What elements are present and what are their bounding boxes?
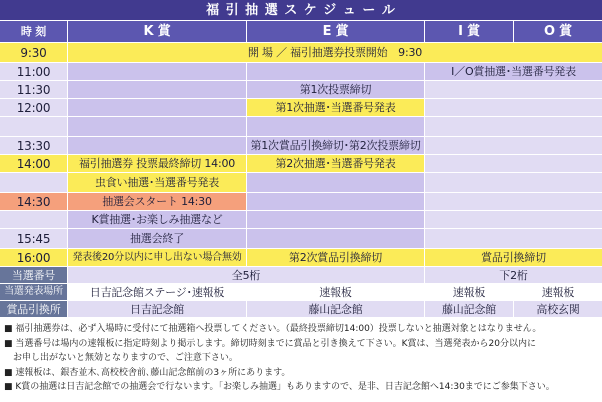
- note-line: ■ 速報板は、銀杏並木､高校校舎前､藤山記念館前の3ヶ所にあります。: [4, 367, 291, 378]
- io-cell: [425, 173, 602, 192]
- announce-o: 速報板: [514, 284, 602, 300]
- page-title: 福 引 抽 選 ス ケ ジ ュ ー ル: [0, 0, 602, 20]
- e-cell: [247, 229, 424, 248]
- time-1545: 15:45: [0, 229, 67, 248]
- e-cell: [247, 173, 424, 192]
- io-cell: [425, 117, 602, 136]
- exchange-o: 高校玄関: [514, 301, 602, 317]
- time-0930: 9:30: [0, 43, 67, 62]
- insect-draw-event: 虫食い抽選･当選番号発表: [68, 173, 246, 192]
- first-vote-deadline: 第1次投票締切: [247, 81, 424, 98]
- note-line: ■ K賞の抽選は日吉記念館での抽選会で行ないます。「お楽しみ抽選」もありますので、是非、日吉記念館へ14:30までにご参集下さい。: [4, 382, 555, 392]
- time-1100: 11:00: [0, 63, 67, 80]
- e-cell: [247, 211, 424, 228]
- event-end: 抽選会終了: [68, 229, 246, 248]
- time-blank: [0, 173, 67, 192]
- time-1600: 16:00: [0, 249, 67, 266]
- k-final-vote-deadline: 福引抽選券 投票最終締切 14:00: [68, 155, 246, 172]
- io-cell: [425, 155, 602, 172]
- announce-label: 当選発表場所: [0, 284, 67, 300]
- announce-k: 日吉記念館ステージ･速報板: [68, 284, 246, 300]
- k-draw-event: K賞抽選･お楽しみ抽選など: [68, 211, 246, 228]
- io-cell: [425, 81, 602, 98]
- second-prize-deadline: 第2次賞品引換締切: [247, 249, 424, 266]
- exchange-e: 藤山記念館: [247, 301, 424, 317]
- k-cell: [68, 99, 246, 116]
- k-cell: [68, 81, 246, 98]
- io-cell: [425, 229, 602, 248]
- first-draw-event: 第1次抽選･当選番号発表: [247, 99, 424, 116]
- e-cell: [247, 193, 424, 210]
- header-e-prize: E 賞: [247, 21, 424, 42]
- time-blank: [0, 211, 67, 228]
- io-prize-deadline: 賞品引換締切: [425, 249, 602, 266]
- second-draw-event: 第2次抽選･当選番号発表: [247, 155, 424, 172]
- time-1130: 11:30: [0, 81, 67, 98]
- number-io: 下2桁: [425, 267, 602, 283]
- note-line: ■ 福引抽選券は、必ず入場時に受付にて抽選箱へ投票してください。（最終投票締切14:00）投票しないと抽選対象とはなりません。: [4, 324, 542, 334]
- announce-i: 速報板: [425, 284, 513, 300]
- announce-e: 速報板: [247, 284, 424, 300]
- exchange-label: 賞品引換所: [0, 301, 67, 317]
- header-time: 時 刻: [0, 21, 67, 42]
- k-cell: [68, 117, 246, 136]
- header-o-prize: O 賞: [514, 21, 602, 42]
- header-k-prize: K 賞: [68, 21, 246, 42]
- time-1330: 13:30: [0, 137, 67, 154]
- e-cell: [247, 63, 424, 80]
- k-cell: [68, 137, 246, 154]
- time-1430: 14:30: [0, 193, 67, 210]
- k-forfeit-notice: 発表後20分以内に申し出ない場合無効: [68, 249, 246, 266]
- io-cell: [425, 211, 602, 228]
- io-cell: [425, 99, 602, 116]
- note-line: お申し出がないと無効となりますので、ご注意下さい。: [13, 353, 238, 363]
- notes: [4, 322, 600, 395]
- io-cell: [425, 137, 602, 154]
- number-label: 当選番号: [0, 267, 67, 283]
- time-1400: 14:00: [0, 155, 67, 172]
- opening-event: 開 場 ／ 福引抽選券投票開始 9:30: [68, 43, 602, 62]
- note-line: ■ 当選番号は場内の速報板に指定時刻より掲示します。締切時刻までに賞品と引き換えて下さい。K賞は、当選発表から20分以内に: [4, 338, 537, 349]
- exchange-k: 日吉記念館: [68, 301, 246, 317]
- header-i-prize: I 賞: [425, 21, 513, 42]
- number-ke: 全5桁: [68, 267, 424, 283]
- io-draw-event: I／O賞抽選･当選番号発表: [425, 63, 602, 80]
- event-start: 抽選会スタート 14:30: [68, 193, 246, 210]
- first-prize-deadline: 第1次賞品引換締切･第2次投票締切: [247, 137, 424, 154]
- time-blank: [0, 117, 67, 136]
- exchange-i: 藤山記念館: [425, 301, 513, 317]
- e-cell: [247, 117, 424, 136]
- io-cell: [425, 193, 602, 210]
- k-cell: [68, 63, 246, 80]
- time-1200: 12:00: [0, 99, 67, 116]
